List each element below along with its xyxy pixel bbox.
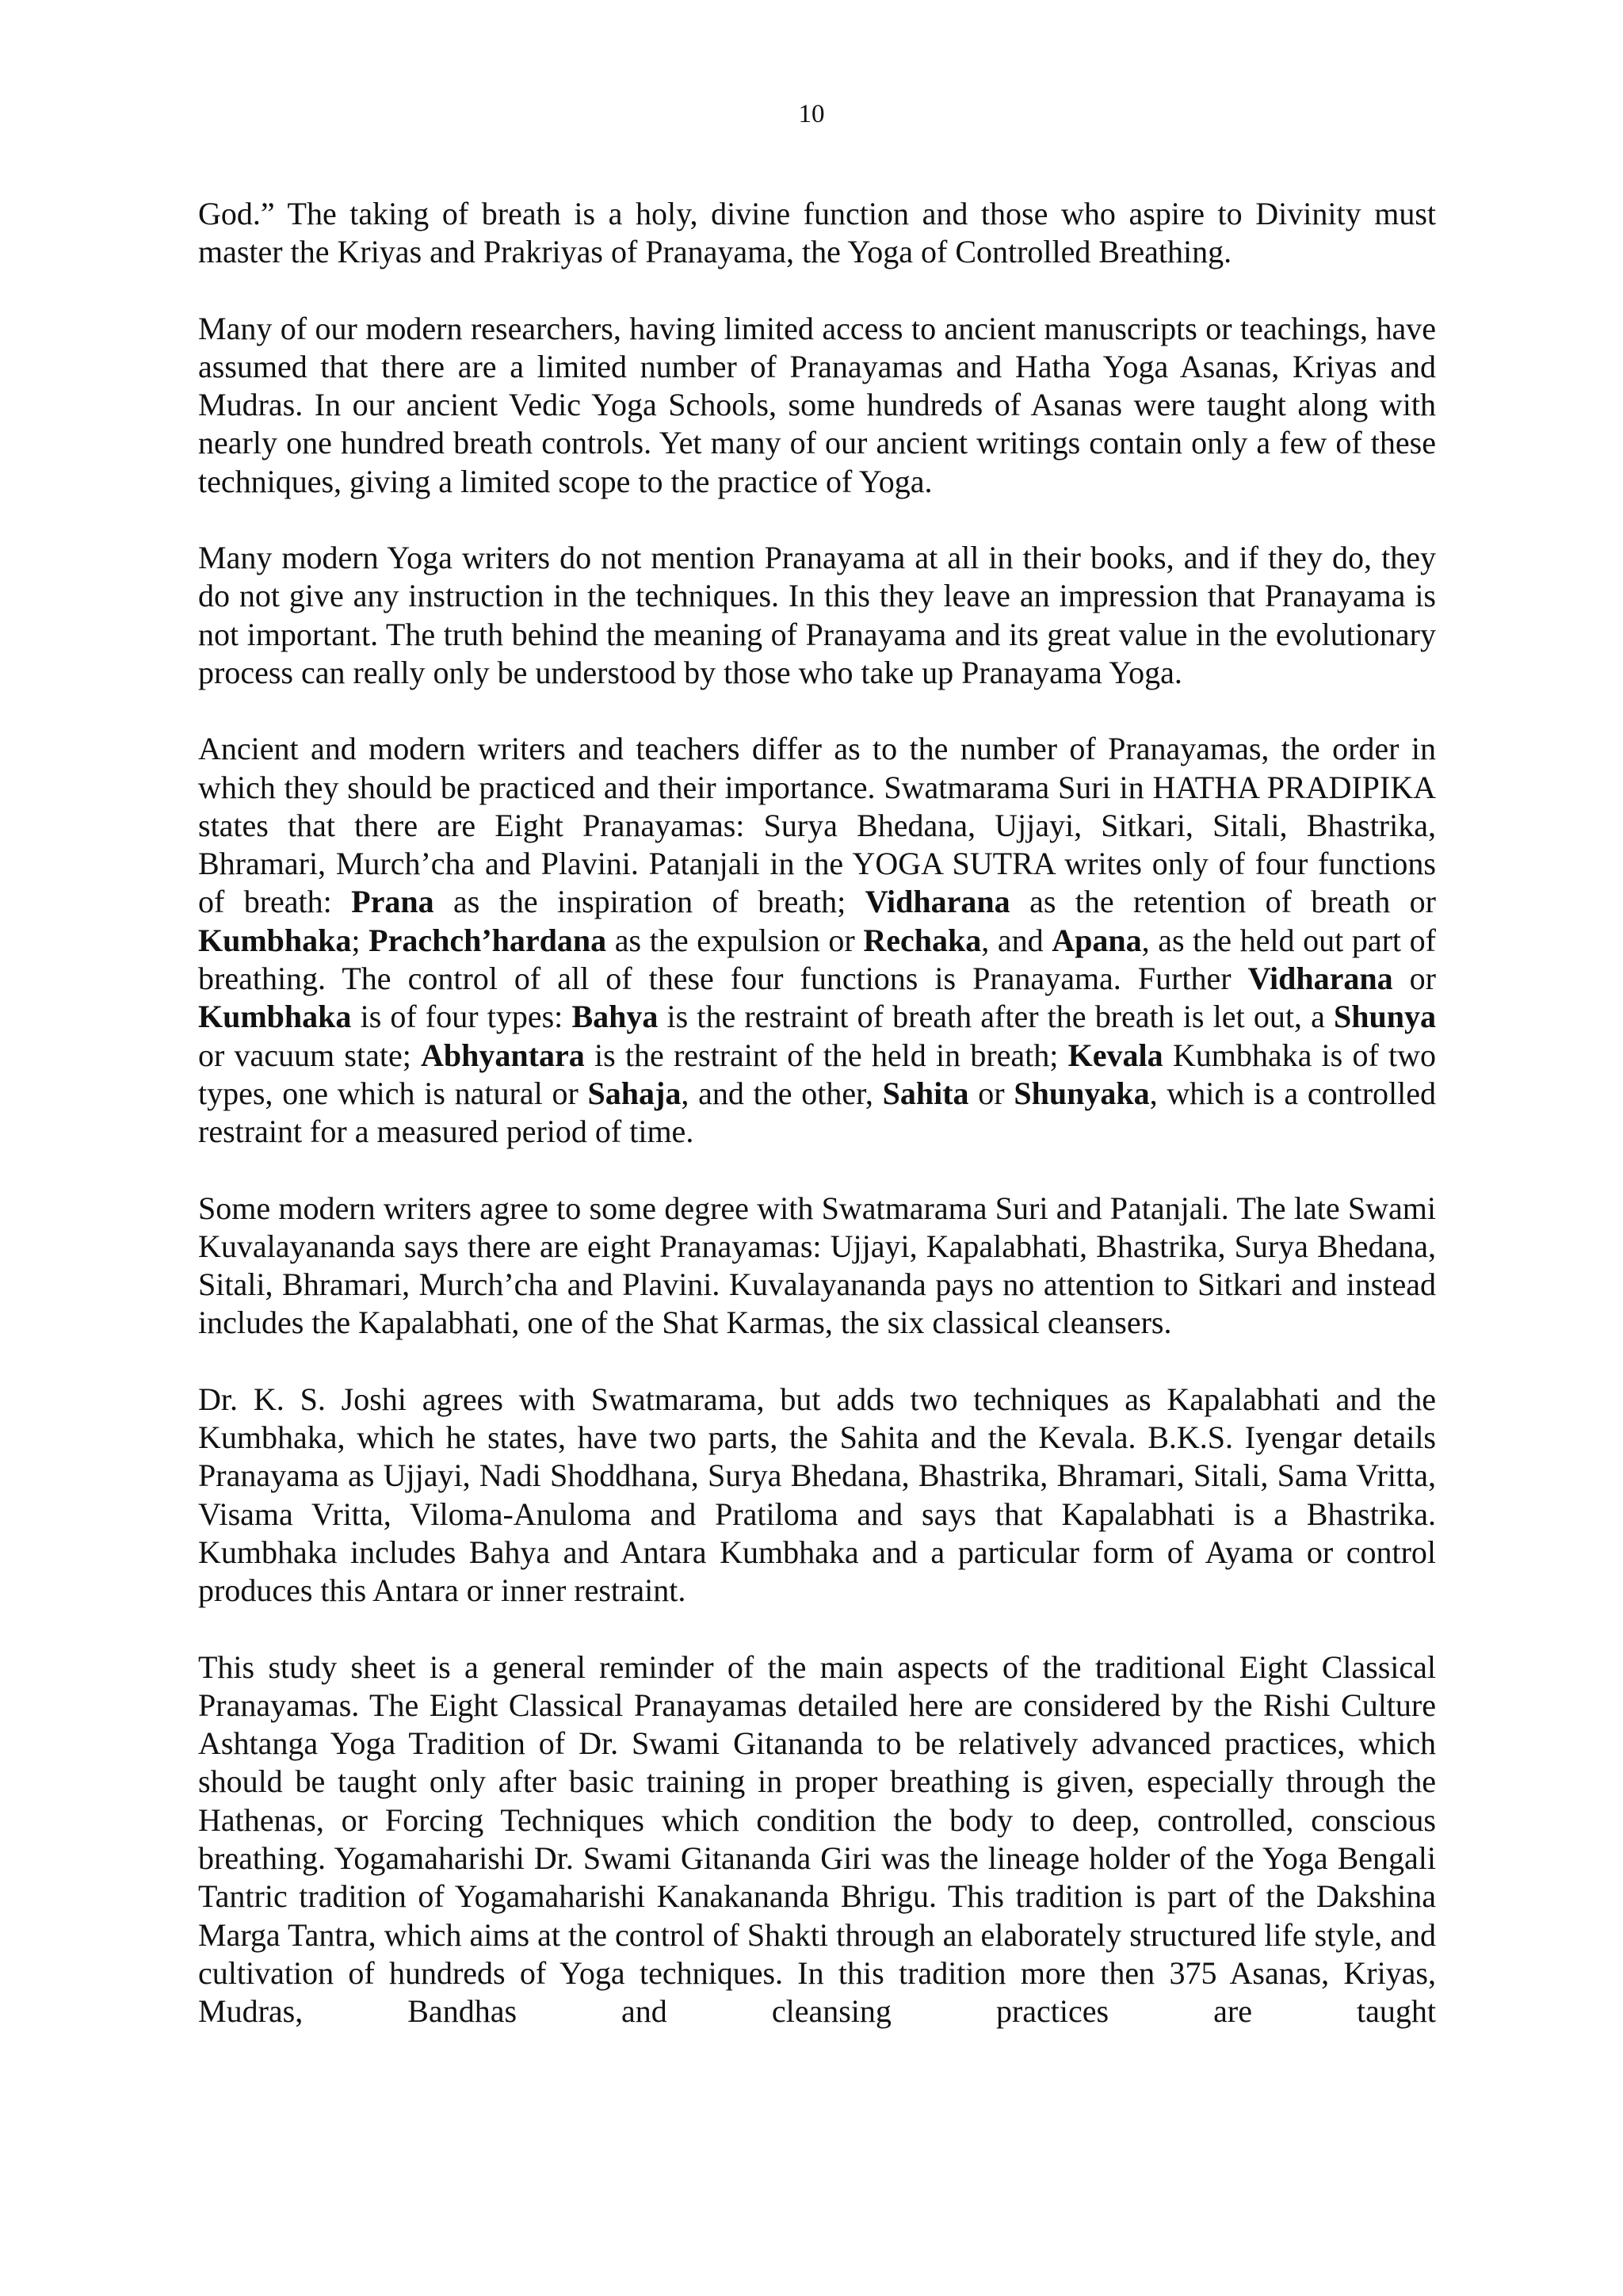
paragraph — [198, 1190, 1436, 1343]
text-run: as the inspiration of breath; — [433, 884, 865, 920]
paragraph — [198, 310, 1436, 501]
text-run: Kumbhaka is of two types, one which is natural or — [198, 1037, 1437, 1111]
paragraph — [198, 539, 1436, 692]
text-run: God.” The taking of breath is a holy, divine function and those who aspire to Divinity must master the Kriyas and Prakriyas of Pranayama, the Yoga of Controlled Breathing. — [198, 196, 1436, 270]
paragraph — [198, 730, 1436, 1151]
bold-term: Kumbhaka — [198, 999, 352, 1035]
bold-term: Abhyantara — [421, 1037, 585, 1073]
text-run: or — [1392, 961, 1437, 997]
bold-term: Shunyaka — [1014, 1075, 1150, 1111]
bold-term: Shunya — [1334, 999, 1437, 1035]
page-number: 10 — [798, 100, 825, 128]
text-run: is the restraint of breath after the breath is let out, a — [658, 999, 1335, 1035]
text-run: or vacuum state; — [198, 1037, 422, 1073]
text-run: Ancient and modern writers and teachers differ as to the number of Pranayamas, the order in which they should be practiced and their importance. Swatmarama Suri in HATHA PRADIPIKA states that there are Eight Pranayamas: Surya Bhedana, Ujjayi, Sitkari, Sitali, Bhastrika, Bhramari, Murch’cha and Plavini. Patanjali in the YOGA SUTRA writes only of four functions of breath: — [198, 731, 1436, 920]
paragraph — [198, 1381, 1436, 1610]
bold-term: Sahita — [882, 1075, 969, 1111]
text-run: ; — [351, 922, 369, 958]
bold-term: Kevala — [1067, 1037, 1163, 1073]
text-run: Some modern writers agree to some degree with Swatmarama Suri and Patanjali. The late Swami Kuvalayananda says there are eight Pranayamas: Ujjayi, Kapalabhati, Bhastrika, Surya Bhedana, Sitali, Bhramari, Murch’cha and Plavini. Kuvalayananda pays no attention to Sitkari and instead includes the Kapalabhati, one of the Shat Karmas, the six classical cleansers. — [198, 1190, 1436, 1341]
paragraph — [198, 195, 1436, 272]
text-run: Dr. K. S. Joshi agrees with Swatmarama, but adds two techniques as Kapalabhati and the Kumbhaka, which he states, have two parts, the Sahita and the Kevala. B.K.S. Iyengar details Pranayama as Ujjayi, Nadi Shoddhana, Surya Bhedana, Bhastrika, Bhramari, Sitali, Sama Vritta, Visama Vritta, Viloma-Anuloma and Pratiloma and says that Kapalabhati is a Bhastrika. Kumbhaka includes Bahya and Antara Kumbhaka and a particular form of Ayama or control produces this Antara or inner restraint. — [198, 1381, 1436, 1609]
text-run: as the expulsion or — [606, 922, 864, 958]
text-run: is of four types: — [351, 999, 572, 1035]
bold-term: Bahya — [571, 999, 659, 1035]
text-run: , and — [981, 922, 1052, 958]
text-run: Many of our modern researchers, having limited access to ancient manuscripts or teachings, have assumed that there are a limited number of Pranayamas and Hatha Yoga Asanas, Kriyas and Mudras. In our ancient Vedic Yoga Schools, some hundreds of Asanas were taught along with nearly one hundred breath controls. Yet many of our ancient writings contain only a few of these techniques, giving a limited scope to the practice of Yoga. — [198, 310, 1436, 499]
text-run: , as the held out part of breathing. The control of all of these four functions is Pranayama. Further — [198, 922, 1436, 997]
text-run: is the restraint of the held in breath; — [584, 1037, 1068, 1073]
text-run: or — [968, 1075, 1014, 1111]
text-run: This study sheet is a general reminder of the main aspects of the traditional Eight Classical Pranayamas. The Eight Classical Pranayamas detailed here are considered by the Rishi Culture Ashtanga Yoga Tradition of Dr. Swami Gitananda to be relatively advanced practices, which should be taught only after basic training in proper breathing is given, especially through the Hathenas, or Forcing Techniques which condition the body to deep, controlled, conscious breathing. Yogamaharishi Dr. Swami Gitananda Giri was the lineage holder of the Yoga Bengali Tantric tradition of Yogamaharishi Kanakananda Bhrigu. This tradition is part of the Dakshina Marga Tantra, which aims at the control of Shakti through an elaborately structured life style, and cultivation of hundreds of Yoga techniques. In this tradition more then 375 Asanas, Kriyas, Mudras, Bandhas and cleansing practices are taught — [198, 1648, 1436, 2030]
text-run: as the retention of breath or — [1010, 884, 1436, 920]
bold-term: Vidharana — [1247, 961, 1393, 997]
text-run: , which is a controlled restraint for a measured period of time. — [198, 1075, 1436, 1150]
bold-term: Prachch’hardana — [369, 922, 607, 958]
paragraph — [198, 1648, 1436, 2031]
bold-term: Prana — [351, 884, 434, 920]
bold-term: Vidharana — [865, 884, 1010, 920]
body-text — [198, 195, 1436, 2030]
text-run: , and the other, — [681, 1075, 883, 1111]
bold-term: Apana — [1052, 922, 1142, 958]
bold-term: Sahaja — [587, 1075, 682, 1111]
bold-term: Rechaka — [863, 922, 982, 958]
text-run: Many modern Yoga writers do not mention Pranayama at all in their books, and if they do, they do not give any instruction in the techniques. In this they leave an impression that Pranayama is not important. The truth behind the meaning of Pranayama and its great value in the evolutionary process can really only be understood by those who take up Pranayama Yoga. — [198, 540, 1436, 690]
bold-term: Kumbhaka — [198, 922, 352, 958]
